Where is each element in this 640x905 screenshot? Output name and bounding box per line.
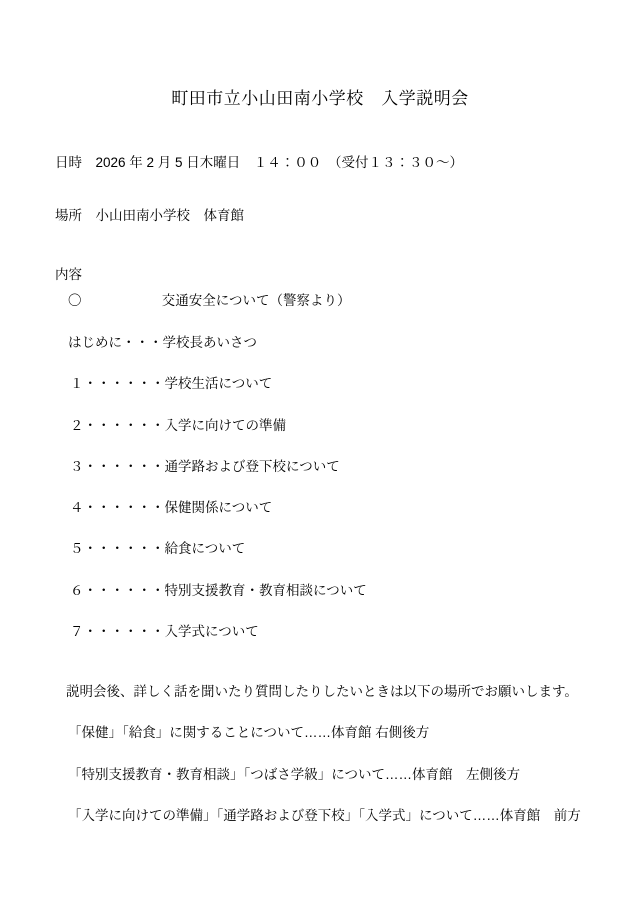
notes-lead: 説明会後、詳しく話を聞いたり質問したりしたいときは以下の場所でお願いします。 (66, 684, 578, 699)
agenda-list (0, 291, 640, 642)
note-item: 「保健」「給食」に関することについて……体育館 右側後方 (68, 725, 430, 741)
list-item: ５・・・・・・給食について (70, 541, 246, 557)
agenda-marker: 〇 (68, 292, 82, 308)
notes-section (0, 682, 640, 826)
note-item: 「入学に向けての準備」「通学路および登下校」「入学式」について……体育館 前方 (68, 807, 581, 823)
list-item: ４・・・・・・保健関係について (70, 500, 273, 515)
event-datetime-line: 日時 2026 年 2 月 5 日木曜日 １４：００ （受付１３：３０～） (55, 155, 464, 170)
list-item (68, 291, 640, 311)
list-item: ２・・・・・・入学に向けての準備 (70, 417, 286, 433)
list-item: ３・・・・・・通学路および登下校について (70, 458, 340, 474)
event-place-line: 場所 小山田南小学校 体育館 (55, 208, 244, 224)
list-item: はじめに・・・学校長あいさつ (68, 335, 257, 350)
list-item: １・・・・・・学校生活について (70, 376, 273, 392)
note-item: 「特別支援教育・教育相談」「つばさ学級」について……体育館 左側後方 (68, 766, 520, 782)
list-item: ６・・・・・・特別支援教育・教育相談について (70, 582, 367, 598)
page-title: 町田市立小山田南小学校 入学説明会 (171, 89, 469, 108)
contents-label: 内容 (55, 266, 82, 282)
list-item: ７・・・・・・入学式について (70, 623, 259, 639)
agenda-text: 交通安全について（警察より） (161, 292, 351, 308)
